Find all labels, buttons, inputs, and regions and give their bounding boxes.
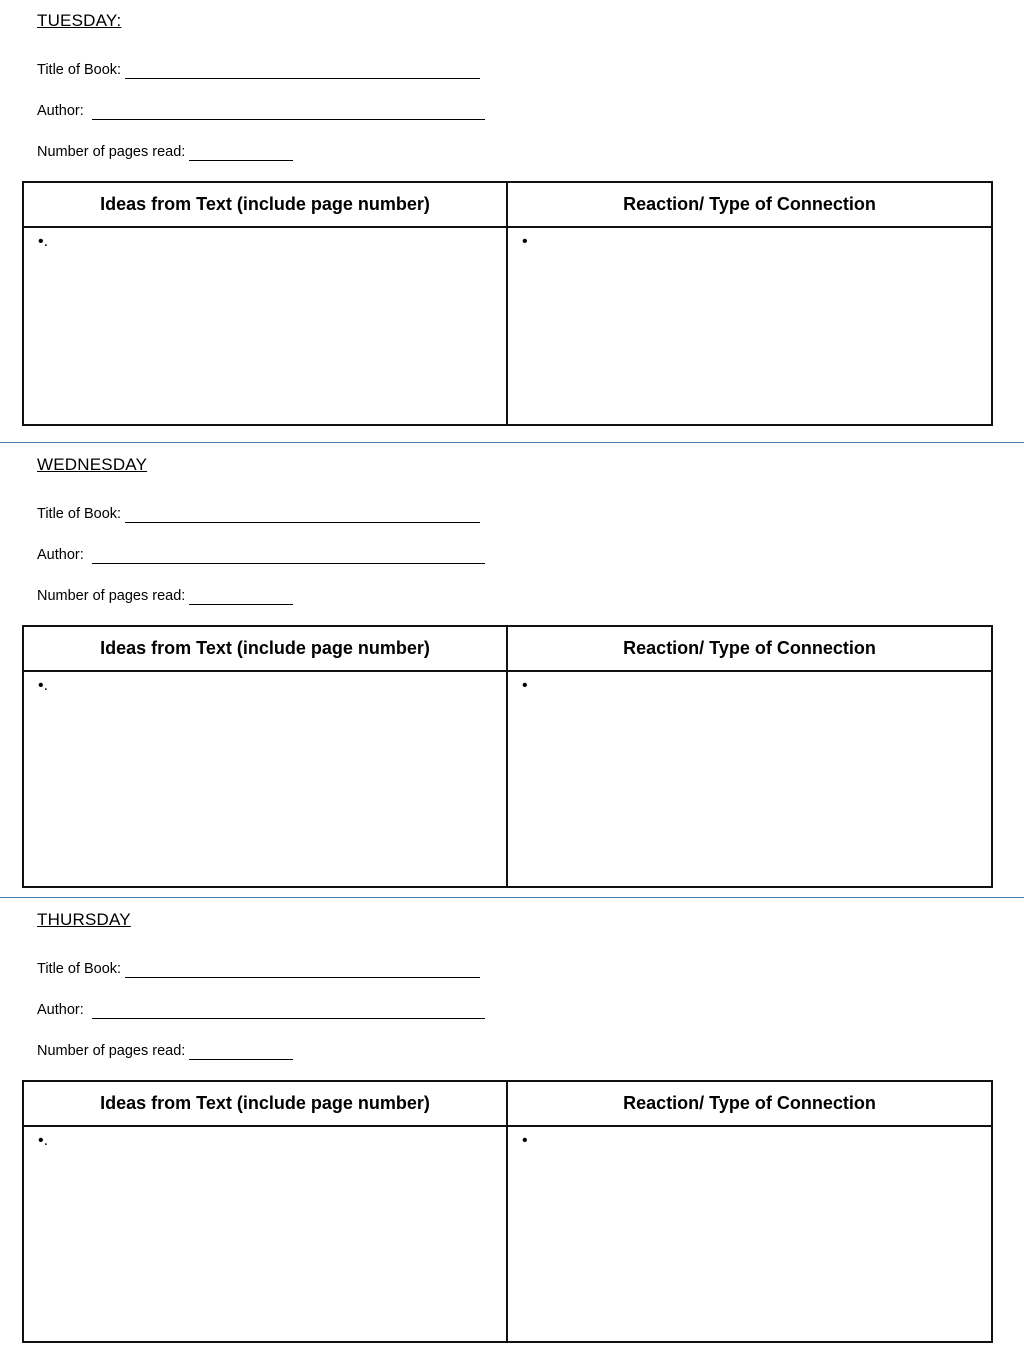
author-field[interactable] (37, 1003, 485, 1018)
bullet-marker: •. (38, 677, 49, 694)
author-line[interactable] (92, 118, 485, 120)
bullet-marker: •. (38, 233, 49, 250)
bullet-marker: • (522, 1132, 528, 1149)
section-divider (0, 897, 1024, 898)
reaction-header: Reaction/ Type of Connection (507, 626, 992, 671)
ideas-cell[interactable] (23, 227, 507, 425)
reading-log-table (22, 181, 993, 426)
book-title-line[interactable] (125, 976, 480, 978)
reading-log-table (22, 625, 993, 888)
reaction-cell[interactable] (507, 227, 992, 425)
reaction-header: Reaction/ Type of Connection (507, 182, 992, 227)
section-divider (0, 442, 1024, 443)
author-field[interactable] (37, 548, 485, 563)
author-line[interactable] (92, 1017, 485, 1019)
day-heading: THURSDAY (37, 910, 131, 929)
book-title-label: Title of Book: (37, 961, 122, 977)
author-label: Author: (37, 103, 84, 119)
book-title-field[interactable] (37, 63, 480, 78)
author-field[interactable] (37, 104, 485, 119)
pages-read-field[interactable] (37, 145, 293, 160)
bullet-marker: • (522, 677, 528, 694)
bullet-marker: • (522, 233, 528, 250)
book-title-label: Title of Book: (37, 62, 122, 78)
pages-read-field[interactable] (37, 1044, 293, 1059)
pages-read-line[interactable] (189, 1058, 293, 1060)
author-label: Author: (37, 547, 84, 563)
reaction-header: Reaction/ Type of Connection (507, 1081, 992, 1126)
pages-read-line[interactable] (189, 603, 293, 605)
pages-read-label: Number of pages read: (37, 588, 186, 604)
book-title-line[interactable] (125, 77, 480, 79)
author-line[interactable] (92, 562, 485, 564)
book-title-label: Title of Book: (37, 506, 122, 522)
reaction-cell[interactable] (507, 1126, 992, 1342)
bullet-marker: •. (38, 1132, 49, 1149)
pages-read-line[interactable] (189, 159, 293, 161)
reaction-cell[interactable] (507, 671, 992, 887)
book-title-field[interactable] (37, 507, 480, 522)
day-heading: WEDNESDAY (37, 455, 148, 474)
ideas-cell[interactable] (23, 1126, 507, 1342)
pages-read-label: Number of pages read: (37, 1043, 186, 1059)
author-label: Author: (37, 1002, 84, 1018)
book-title-field[interactable] (37, 962, 480, 977)
ideas-header: Ideas from Text (include page number) (23, 182, 507, 227)
book-title-line[interactable] (125, 521, 480, 523)
day-heading: TUESDAY: (37, 11, 122, 30)
ideas-header: Ideas from Text (include page number) (23, 1081, 507, 1126)
pages-read-label: Number of pages read: (37, 144, 186, 160)
reading-log-table (22, 1080, 993, 1343)
ideas-header: Ideas from Text (include page number) (23, 626, 507, 671)
pages-read-field[interactable] (37, 589, 293, 604)
ideas-cell[interactable] (23, 671, 507, 887)
